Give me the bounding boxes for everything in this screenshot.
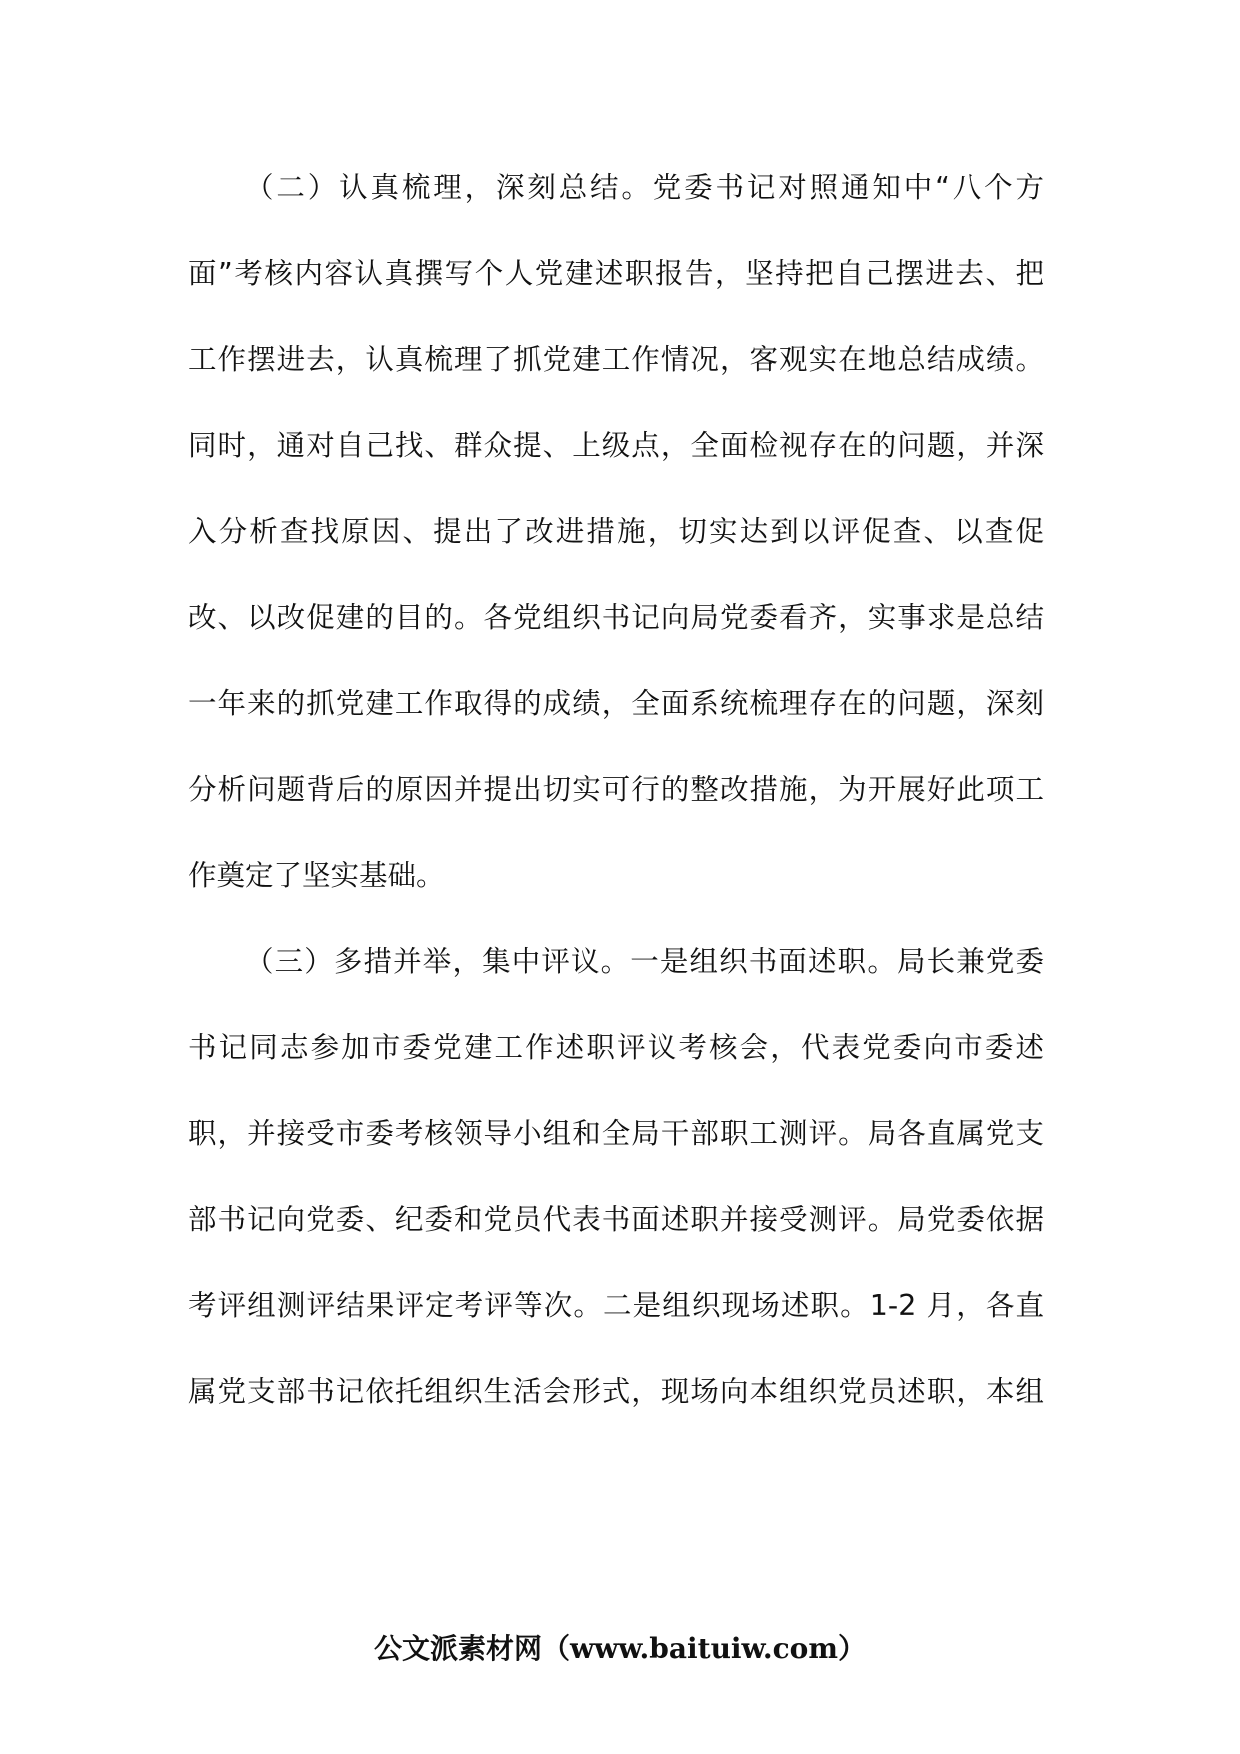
paragraph-2-line-1: （二）认真梳理，深刻总结。党委书记对照通知中“八个方 xyxy=(245,171,1044,204)
paragraph-3-line-5: 考评组测评结果评定考评等次。二是组织现场述职。1-2 月，各直 xyxy=(188,1289,1044,1322)
paragraph-2-line-9: 作奠定了坚实基础。 xyxy=(188,859,445,892)
footer-watermark-text: 公文派素材网（www.baituiw.com） xyxy=(374,1632,866,1665)
paragraph-3-line-3: 职，并接受市委考核领导小组和全局干部职工测评。局各直属党支 xyxy=(188,1117,1044,1150)
paragraph-2-line-2: 面”考核内容认真撰写个人党建述职报告，坚持把自己摆进去、把 xyxy=(188,257,1044,290)
paragraph-2-line-5: 入分析查找原因、提出了改进措施，切实达到以评促查、以查促 xyxy=(188,515,1044,548)
paragraph-2-line-3: 工作摆进去，认真梳理了抓党建工作情况，客观实在地总结成绩。 xyxy=(188,343,1044,376)
paragraph-2-line-4: 同时，通对自己找、群众提、上级点，全面检视存在的问题，并深 xyxy=(188,429,1044,462)
paragraph-2-line-7: 一年来的抓党建工作取得的成绩，全面系统梳理存在的问题，深刻 xyxy=(188,687,1044,720)
paragraph-3-line-2: 书记同志参加市委党建工作述职评议考核会，代表党委向市委述 xyxy=(188,1031,1044,1064)
paragraph-2-line-8: 分析问题背后的原因并提出切实可行的整改措施，为开展好此项工 xyxy=(188,773,1044,806)
paragraph-2-line-6: 改、以改促建的目的。各党组织书记向局党委看齐，实事求是总结 xyxy=(188,601,1044,634)
paragraph-3-line-1: （三）多措并举，集中评议。一是组织书面述职。局长兼党委 xyxy=(245,945,1044,978)
paragraph-3-line-6: 属党支部书记依托组织生活会形式，现场向本组织党员述职，本组 xyxy=(188,1375,1044,1408)
paragraph-3-line-4: 部书记向党委、纪委和党员代表书面述职并接受测评。局党委依据 xyxy=(188,1203,1044,1236)
